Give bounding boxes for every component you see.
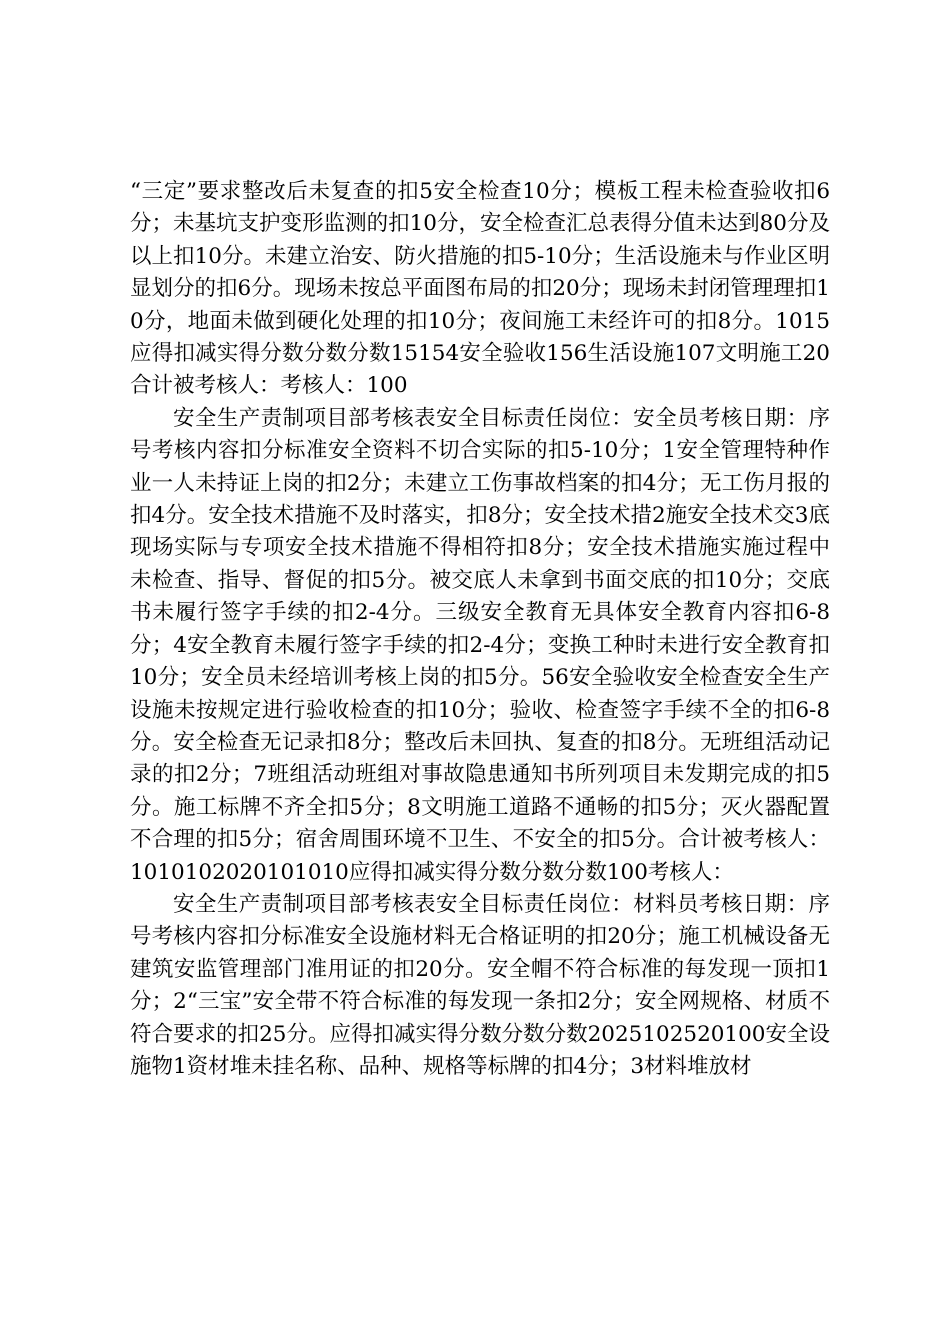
- paragraph-2: 安全生产责制项目部考核表安全目标责任岗位：安全员考核日期：序号考核内容扣分标准安全资料不切合实际的扣5-10分；1安全管理特种作业一人未持证上岗的扣2分；未建立工伤事故档案的扣4分；无工伤月报的扣4分。安全技术措施不及时落实，扣8分；安全技术措2施安全技术交3底现场实际与专项安全技术措施不得相符扣8分；安全技术措施实施过程中未检查、指导、督促的扣5分。被交底人未拿到书面交底的扣10分；交底书未履行签字手续的扣2-4分。三级安全教育无具体安全教育内容扣6-8分；4安全教育未履行签字手续的扣2-4分；变换工种时未进行安全教育扣10分；安全员未经培训考核上岗的扣5分。56安全验收安全检查安全生产设施未按规定进行验收检查的扣10分；验收、检查签字手续不全的扣6-8分。安全检查无记录扣8分；整改后未回执、复查的扣8分。无班组活动记录的扣2分；7班组活动班组对事故隐患通知书所列项目未发期完成的扣5分。施工标牌不齐全扣5分；8文明施工道路不通畅的扣5分；灭火器配置不合理的扣5分；宿舍周围环境不卫生、不安全的扣5分。合计被考核人：101010202010101​0应得扣减实得分数分数分数100考核人：: [130, 405, 830, 885]
- paragraph-1: “三定”要求整改后未复查的扣5安全检查10分；模板工程未检查验收扣6分；未基坑支护变形监测的扣10分，安全检查汇总表得分值未达到80分及以上扣10分。未建立治安、防火措施的扣5-10分；生活设施未与作业区明显划分的扣6分。现场未按总平面图布局的扣20分；现场未封闭管理理扣10分，地面未做到硬化处理的扣10分；夜间施工未经许可的扣8分。1015应得扣减实得分数分数分数15154安全验收156生活设施107文明施工20合计被考核人：考核人：100: [130, 179, 830, 399]
- document-page: [130, 176, 830, 1083]
- paragraph-3: 安全生产责制项目部考核表安全目标责任岗位：材料员考核日期：序号考核内容扣分标准安全设施材料无合格证明的扣20分；施工机械设备无建筑安监管理部门准用证的扣20分。安全帽不符合标准的每发现一顶扣1分；2“三宝”安全带不符合标准的每发现一条扣2分；安全网规格、材质不符合要求的扣25分。应得扣减实得分数分数分数2025102520100安全设施物1资材堆未挂名称、品种、规格等标牌的扣4分；3材料堆放材: [130, 891, 830, 1079]
